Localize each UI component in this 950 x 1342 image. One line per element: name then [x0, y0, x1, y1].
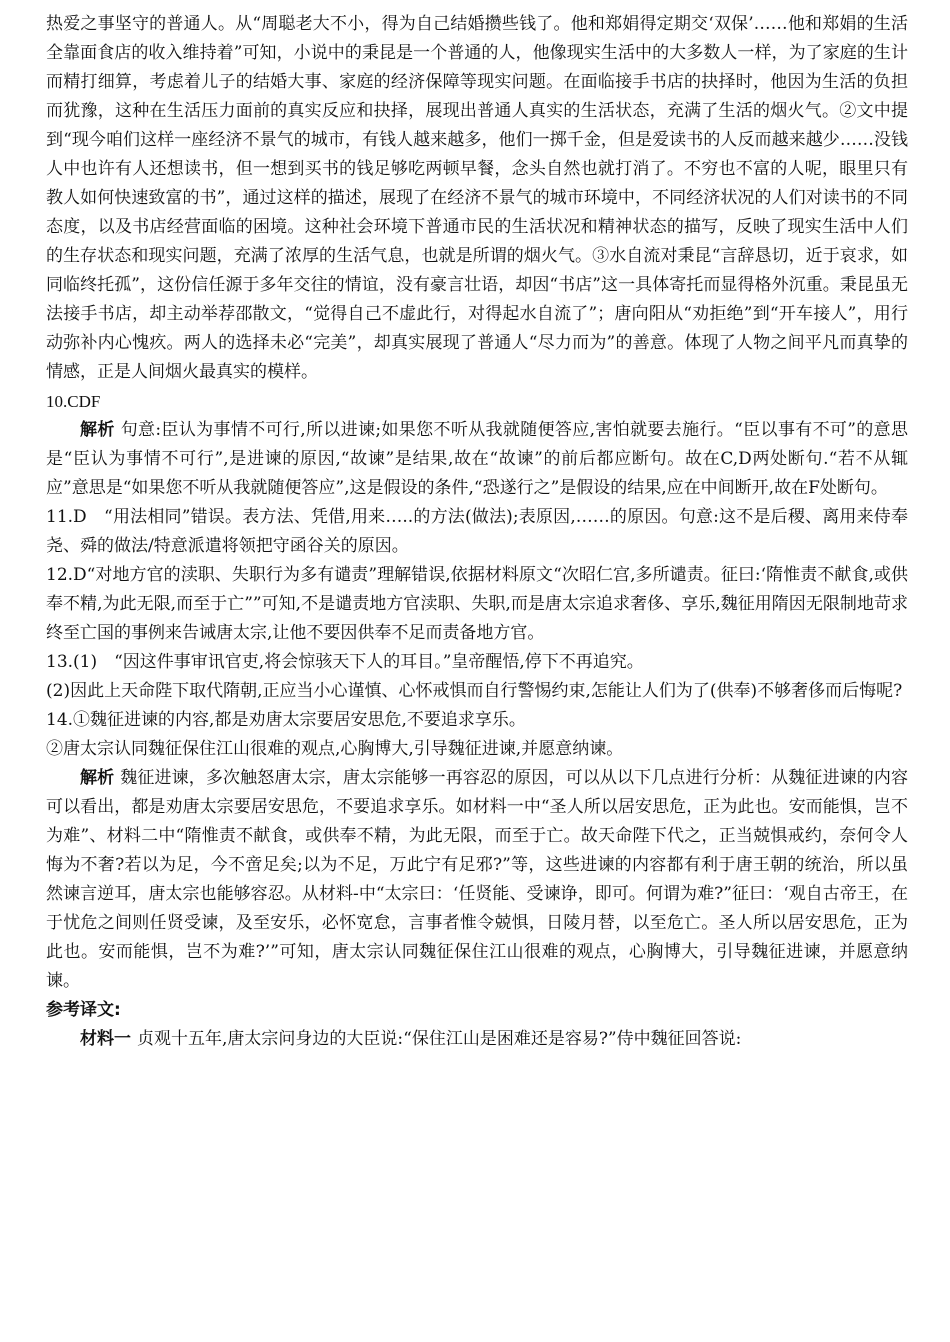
answer-14-2: ②唐太宗认同魏征保住江山很难的观点,心胸博大,引导魏征进谏,并愿意纳谏。 — [46, 739, 624, 759]
analysis-10-text: 句意:臣认为事情不可行,所以进谏;如果您不听从我就随便答应,害怕就要去施行。“臣以事有不可”的意思是“臣认为事情不可行”,是进谏的原因,“故谏”是结果,故在“故谏”的前后都应断句。故在C,D两处断句.“若不从辄应”意思是“如果您不听从我就随便答应”,这是假设的条件,“恐遂行之”是假设的结果,应在中间断开,故在F处断句。 — [46, 420, 908, 498]
answer-10: 10.CDF — [46, 392, 101, 411]
answer-11: 11.D “用法相同”错误。表方法、凭借,用来…..的方法(做法);表原因,……的原因。句意:这不是后稷、离用来侍奉尧、舜的做法/特意派遣将领把守函谷关的原因。 — [46, 507, 908, 556]
analysis-label: 解析 — [80, 420, 115, 440]
material-one-text: 贞观十五年,唐太宗问身边的大臣说:“保住江山是困难还是容易?”侍中魏征回答说: — [137, 1029, 742, 1049]
analysis-paragraph-9: 热爱之事坚守的普通人。从“周聪老大不小，得为自己结婚攒些钱了。他和郑娟得定期交‘双保’……他和郑娟的生活全靠面食店的收入维持着”可知，小说中的秉昆是一个普通的人，他像现实生活中的大多数人一样，为了家庭的生计而精打细算，考虑着儿子的结婚大事、家庭的经济保障等现实问题。在面临接手书店的抉择时，他因为生活的负担而犹豫，这种在生活压力面前的真实反应和抉择，展现出普通人真实的生活状态，充满了生活的烟火气。②文中提到“现今咱们这样一座经济不景气的城市，有钱人越来越多，他们一掷千金，但是爱读书的人反而越来越少……没钱人中也许有人还想读书，但一想到买书的钱足够吃两顿早餐，念头自然也就打消了。不穷也不富的人呢，眼里只有教人如何快速致富的书”，通过这样的描述，展现了在经济不景气的城市环境中，不同经济状况的人们对读书的不同态度，以及书店经营面临的困境。这种社会环境下普通市民的生活状况和精神状态的描写，反映了现实生活中人们的生存状态和现实问题，充满了浓厚的生活气息，也就是所谓的烟火气。③水自流对秉昆“言辞恳切，近于哀求，如同临终托孤”，这份信任源于多年交往的情谊，没有豪言壮语，却因“书店”这一具体寄托而显得格外沉重。秉昆虽无法接手书店，却主动举荐邵散文，“觉得自己不虚此行，对得起水自流了”；唐向阳从“劝拒绝”到“开车接人”，用行动弥补内心愧疚。两人的选择未必“完美”，却真实展现了普通人“尽力而为”的善意。体现了人物之间平凡而真挚的情感，正是人间烟火最真实的模样。 — [46, 14, 908, 382]
analysis-14-text: 魏征进谏，多次触怒唐太宗，唐太宗能够一再容忍的原因，可以从以下几点进行分析：从魏征进谏的内容可以看出，都是劝唐太宗要居安思危，不要追求享乐。如材料一中“圣人所以居安思危，正为此也。安而能惧，岂不为难”、材料二中“隋惟责不献食，或供奉不精，为此无限，而至于亡。故天命陛下代之，正当兢惧戒约，奈何令人悔为不奢?若以为足，今不啻足矣;以为不足，万此宁有足邪?”等，这些进谏的内容都有利于唐王朝的统治，所以虽然谏言逆耳，唐太宗也能够容忍。从材料-中“太宗曰：‘任贤能、受谏诤，即可。何谓为难?”征曰：‘观自古帝王，在于忧危之间则任贤受谏，及至安乐，必怀宽怠，言事者惟令兢惧，日陵月替，以至危亡。圣人所以居安思危，正为此也。安而能惧，岂不为难?’”可知，唐太宗认同魏征保住江山很难的观点，心胸博大，引导魏征进谏，并愿意纳谏。 — [46, 768, 909, 991]
document-page — [46, 10, 908, 1054]
material-one — [46, 1025, 908, 1054]
analysis-label: 解析 — [80, 768, 115, 788]
analysis-10 — [46, 416, 908, 503]
analysis-14 — [46, 764, 908, 996]
answer-13-2: (2)因此上天命陛下取代隋朝,正应当小心谨慎、心怀戒惧而自行警惕约束,怎能让人们为了(供奉)不够奢侈而后悔呢? — [46, 681, 903, 701]
answer-12: 12.D“对地方官的渎职、失职行为多有谴责”理解错误,依据材料原文“次昭仁宫,多所谴责。征曰:‘隋惟责不献食,或供奉不精,为此无限,而至于亡””可知,不是谴责地方官渎职、失职,而是唐太宗追求奢侈、享乐,魏征用隋因无限制地苛求终至亡国的事例来告诫唐太宗,让他不要因供奉不足而责备地方官。 — [46, 565, 908, 643]
material-one-label: 材料一 — [80, 1029, 131, 1049]
answer-14-1: 14.①魏征进谏的内容,都是劝唐太宗要居安思危,不要追求享乐。 — [46, 710, 526, 730]
reference-translation-heading: 参考译文: — [46, 1000, 121, 1020]
answer-13-1: 13.(1) “因这件事审讯官吏,将会惊骇天下人的耳目。”皇帝醒悟,停下不再追究。 — [46, 652, 644, 672]
